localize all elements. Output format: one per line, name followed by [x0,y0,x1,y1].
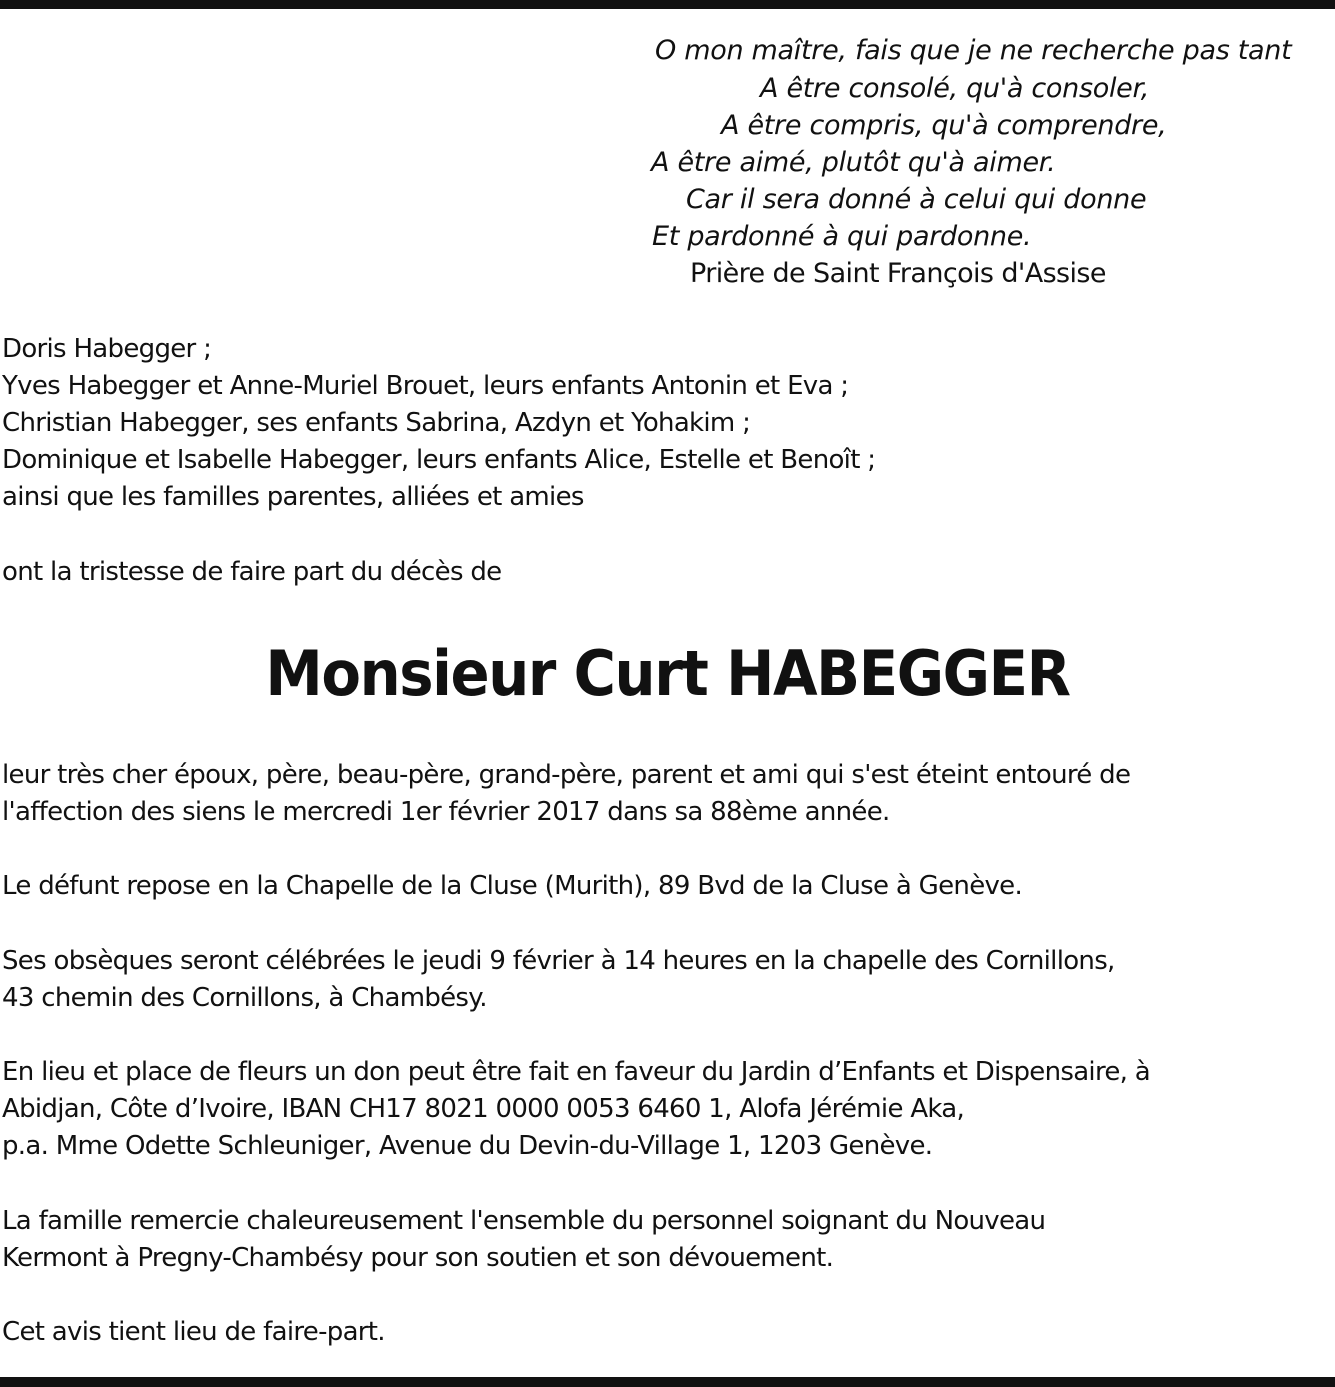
bottom-border-rule [0,1377,1335,1387]
paragraph-line: Cet avis tient lieu de faire-part. [2,1317,385,1347]
paragraph-line: l'affection des siens le mercredi 1er février 2017 dans sa 88ème année. [2,797,890,827]
prayer-line: A être compris, qu'à comprendre, [721,110,1167,141]
family-line: Christian Habegger, ses enfants Sabrina, Azdyn et Yohakim ; [2,408,751,438]
deceased-name-heading: Monsieur Curt HABEGGER [265,637,1070,710]
paragraph-line: Le défunt repose en la Chapelle de la Cluse (Murith), 89 Bvd de la Cluse à Genève. [2,871,1023,901]
paragraph-line: Kermont à Pregny-Chambésy pour son soutien et son dévouement. [2,1243,834,1273]
family-line: Doris Habegger ; [2,334,212,364]
family-line: Yves Habegger et Anne-Muriel Brouet, leurs enfants Antonin et Eva ; [2,371,849,401]
prayer-line: A être consolé, qu'à consoler, [760,73,1150,104]
paragraph-line: leur très cher époux, père, beau-père, grand-père, parent et ami qui s'est éteint entouré de [2,760,1131,790]
family-line: ainsi que les familles parentes, alliées et amies [2,482,584,512]
top-border-rule [0,0,1335,9]
prayer-line: Car il sera donné à celui qui donne [686,184,1147,215]
paragraph-line: Ses obsèques seront célébrées le jeudi 9 février à 14 heures en la chapelle des Cornillons, [2,946,1115,976]
prayer-line: Et pardonné à qui pardonne. [652,221,1032,252]
prayer-attribution: Prière de Saint François d'Assise [690,258,1106,289]
paragraph-line: Abidjan, Côte d’Ivoire, IBAN CH17 8021 0000 0053 6460 1, Alofa Jérémie Aka, [2,1094,965,1124]
paragraph-line: 43 chemin des Cornillons, à Chambésy. [2,983,487,1013]
paragraph-line: La famille remercie chaleureusement l'ensemble du personnel soignant du Nouveau [2,1206,1046,1236]
paragraph-line: En lieu et place de fleurs un don peut être fait en faveur du Jardin d’Enfants et Dispensaire, à [2,1057,1151,1087]
announcement-text: ont la tristesse de faire part du décès de [2,557,502,587]
family-line: Dominique et Isabelle Habegger, leurs enfants Alice, Estelle et Benoît ; [2,445,876,475]
prayer-line: O mon maître, fais que je ne recherche pas tant [655,35,1292,66]
paragraph-line: p.a. Mme Odette Schleuniger, Avenue du Devin-du-Village 1, 1203 Genève. [2,1131,933,1161]
prayer-line: A être aimé, plutôt qu'à aimer. [651,147,1056,178]
